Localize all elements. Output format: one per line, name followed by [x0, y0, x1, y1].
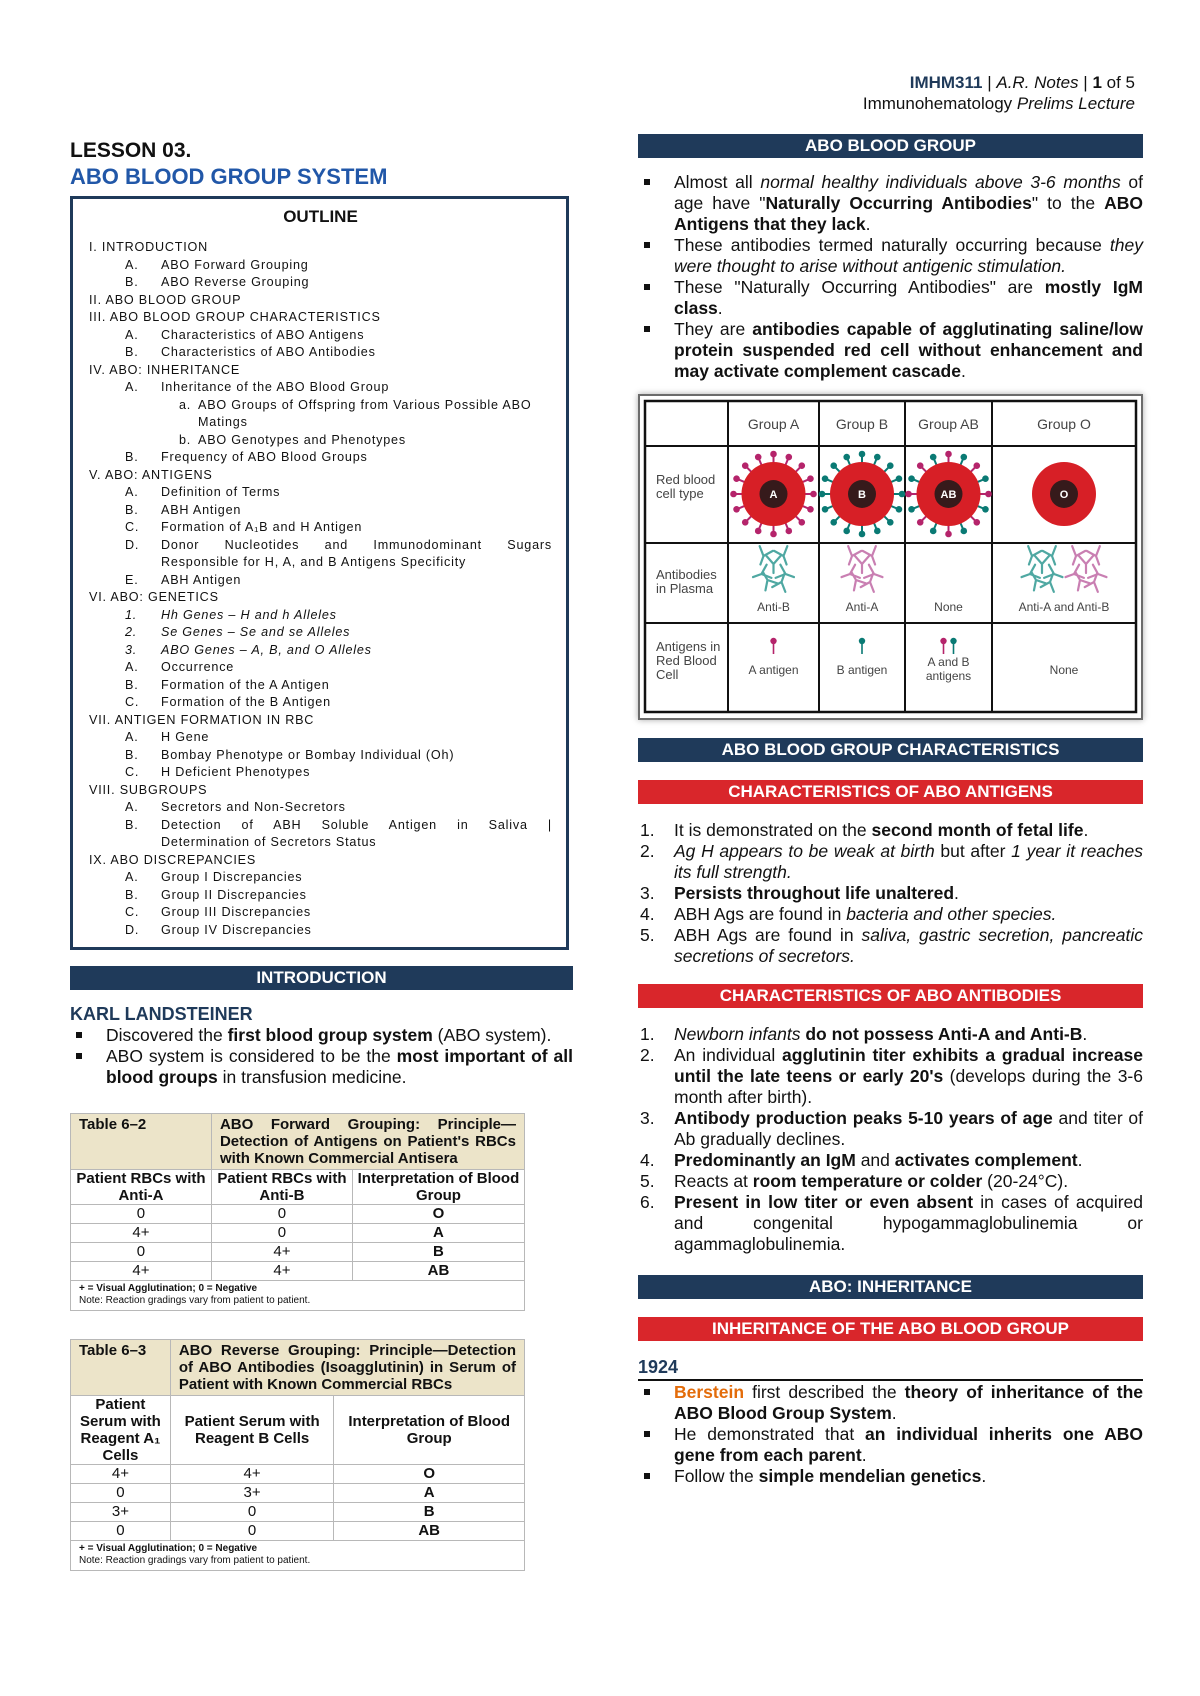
- table-note-row: + = Visual Agglutination; 0 = Negative Note: Reaction gradings vary from patient to patient.: [71, 1281, 525, 1311]
- list-item: They are antibodies capable of agglutinating saline/low protein suspended red cell without enhancement and may activate complement cascade.: [638, 319, 1143, 382]
- sub-bar-antibodies: CHARACTERISTICS OF ABO ANTIBODIES: [638, 984, 1143, 1008]
- outline-item[interactable]: I. INTRODUCTION: [89, 240, 209, 254]
- abo-blood-group-figure: [638, 394, 1143, 720]
- outline-item[interactable]: A. Secretors and Non-Secretors: [125, 800, 346, 814]
- table-label: Table 6–3: [71, 1340, 171, 1396]
- section-bar-abo-blood-group: ABO BLOOD GROUP: [638, 134, 1143, 158]
- list-item: These antibodies termed naturally occurring because they were thought to arise without antigenic stimulation.: [638, 235, 1143, 277]
- outline-list: [89, 239, 552, 939]
- list-item: 1. Newborn infants do not possess Anti-A and Anti-B.: [640, 1024, 1088, 1044]
- outline-item[interactable]: A. H Gene: [125, 730, 210, 744]
- outline-item[interactable]: D. Group IV Discrepancies: [125, 922, 312, 937]
- list-item: Discovered the first blood group system (ABO system).: [70, 1025, 573, 1046]
- list-item: 4. Predominantly an IgM and activates complement.: [640, 1150, 1083, 1170]
- outline-item[interactable]: D. Donor Nucleotides and Immunodominant Sugars Responsible for H, A, and B Antigens Specificity: [125, 537, 552, 569]
- figure-label: A: [769, 489, 778, 501]
- antibody-characteristics-list: [638, 1024, 1143, 1255]
- outline-item[interactable]: A. ABO Forward Grouping: [125, 257, 309, 272]
- list-item: 3. Antibody production peaks 5-10 years of age and titer of Ab gradually declines.: [640, 1108, 1143, 1149]
- outline-box: [70, 196, 569, 950]
- outline-title: OUTLINE: [283, 207, 358, 226]
- antigen-icon: [940, 638, 946, 644]
- list-item: 6. Present in low titer or even absent in cases of acquired and congenital hypogammaglobulinemia or agammaglobulinemia.: [640, 1192, 1143, 1254]
- sub-bar-inheritance: INHERITANCE OF THE ABO BLOOD GROUP: [638, 1317, 1143, 1341]
- table-row: 0 3+ A: [71, 1484, 525, 1503]
- outline-item[interactable]: VIII. SUBGROUPS: [89, 782, 208, 797]
- abo-figure-svg: [640, 396, 1141, 718]
- antigen-icon: [859, 638, 865, 644]
- antigen-icon: [770, 638, 776, 644]
- lesson-number: LESSON 03.: [70, 139, 192, 162]
- page-number: 1: [1092, 73, 1102, 92]
- table-row: 4+ 0 A: [71, 1224, 525, 1243]
- outline-item[interactable]: B. Detection of ABH Soluble Antigen in Saliva | Determination of Secretors Status: [125, 817, 552, 849]
- lesson-title: ABO BLOOD GROUP SYSTEM: [70, 164, 388, 189]
- figure-label: Anti-B: [757, 600, 790, 614]
- table-caption: ABO Reverse Grouping: Principle—Detection of ABO Antibodies (Isoagglutinin) in Serum of Patient with Known Commercial RBCs: [170, 1340, 524, 1396]
- table-header-row: Patient Serum with Reagent A₁ Cells Patient Serum with Reagent B Cells Interpretation of Blood Group: [71, 1396, 525, 1465]
- table-note-row: + = Visual Agglutination; 0 = Negative Note: Reaction gradings vary from patient to patient.: [71, 1541, 525, 1571]
- outline-item[interactable]: V. ABO: ANTIGENS: [89, 467, 213, 482]
- outline-item[interactable]: E. ABH Antigen: [125, 572, 242, 587]
- figure-label: None: [1049, 663, 1079, 677]
- page-header: [863, 72, 1135, 114]
- table-label: Table 6–2: [71, 1114, 212, 1170]
- list-item: 4. ABH Ags are found in bacteria and other species.: [640, 904, 1057, 924]
- figure-label: Red Blood: [656, 653, 717, 668]
- outline-item[interactable]: b. ABO Genotypes and Phenotypes: [179, 432, 406, 447]
- list-item: 1. It is demonstrated on the second month of fetal life.: [640, 820, 1089, 840]
- list-item: Almost all normal healthy individuals above 3-6 months of age have "Naturally Occurring Antibodies" to the ABO Antigens that they lack.: [638, 172, 1143, 235]
- outline-item[interactable]: a. ABO Groups of Offspring from Various Possible ABO Matings: [179, 397, 532, 429]
- antigen-icon: [950, 638, 956, 644]
- outline-item[interactable]: A. Definition of Terms: [125, 485, 281, 499]
- figure-label: O: [1059, 489, 1069, 501]
- left-column: [70, 138, 573, 1571]
- outline-item[interactable]: IV. ABO: INHERITANCE: [89, 362, 241, 377]
- list-item: These "Naturally Occurring Antibodies" are mostly IgM class.: [638, 277, 1143, 319]
- table-caption-row: [71, 1340, 525, 1396]
- header-line-1: IMHM311 | A.R. Notes | 1 of 5: [909, 73, 1135, 92]
- table-row: 0 4+ B: [71, 1243, 525, 1262]
- outline-item[interactable]: 2. Se Genes – Se and se Alleles: [125, 625, 351, 639]
- figure-label: cell type: [656, 486, 704, 501]
- figure-label: AB: [940, 489, 957, 501]
- table-reverse-grouping: [70, 1339, 525, 1571]
- outline-item[interactable]: C. H Deficient Phenotypes: [125, 765, 311, 779]
- outline-item[interactable]: B. Characteristics of ABO Antibodies: [125, 345, 376, 359]
- outline-item[interactable]: C. Formation of the B Antigen: [125, 695, 331, 709]
- table-forward-grouping: [70, 1113, 525, 1311]
- outline-item[interactable]: B. ABH Antigen: [125, 502, 242, 517]
- list-item: 3. Persists throughout life unaltered.: [640, 883, 959, 903]
- figure-label: Antigens in: [656, 639, 721, 654]
- figure-label: A and B: [927, 655, 970, 669]
- karl-landsteiner-heading: KARL LANDSTEINER: [70, 1004, 253, 1024]
- outline-item[interactable]: A. Inheritance of the ABO Blood Group: [125, 380, 390, 394]
- table-row: 0 0 AB: [71, 1522, 525, 1541]
- berstein-name: Berstein: [674, 1382, 745, 1402]
- figure-label: Red blood: [656, 472, 716, 487]
- outline-item[interactable]: VI. ABO: GENETICS: [89, 590, 219, 604]
- list-item: 5. ABH Ags are found in saliva, gastric secretion, pancreatic secretions of secretors.: [640, 925, 1143, 966]
- figure-label: Anti-A: [845, 600, 879, 614]
- table-header-row: Patient RBCs with Anti-A Patient RBCs with Anti-B Interpretation of Blood Group: [71, 1170, 525, 1205]
- outline-item[interactable]: II. ABO BLOOD GROUP: [89, 292, 242, 307]
- outline-item[interactable]: A. Characteristics of ABO Antigens: [125, 327, 365, 342]
- outline-item[interactable]: IX. ABO DISCREPANCIES: [89, 852, 257, 867]
- outline-item[interactable]: III. ABO BLOOD GROUP CHARACTERISTICS: [89, 310, 381, 324]
- inheritance-bullets: [638, 1382, 1143, 1487]
- right-column: [638, 134, 1143, 1487]
- section-bar-inheritance: ABO: INHERITANCE: [638, 1275, 1143, 1299]
- outline-item[interactable]: VII. ANTIGEN FORMATION IN RBC: [89, 712, 315, 727]
- outline-item[interactable]: C. Formation of A₁B and H Antigen: [125, 520, 363, 534]
- list-item: Berstein first described the theory of inheritance of the ABO Blood Group System.: [638, 1382, 1143, 1424]
- section-bar-characteristics: ABO BLOOD GROUP CHARACTERISTICS: [638, 738, 1143, 762]
- figure-label: None: [934, 600, 963, 614]
- course-code: IMHM311: [909, 73, 983, 92]
- figure-label: B antigen: [836, 663, 888, 677]
- outline-item[interactable]: B. Bombay Phenotype or Bombay Individual (Oh): [125, 747, 455, 762]
- figure-label: A antigen: [748, 663, 799, 677]
- figure-label: Group B: [835, 416, 889, 432]
- figure-label: in Plasma: [656, 581, 714, 596]
- outline-item[interactable]: B. Group II Discrepancies: [125, 887, 307, 902]
- outline-item[interactable]: B. Frequency of ABO Blood Groups: [125, 450, 368, 464]
- figure-label: Antibodies: [656, 567, 717, 582]
- figure-label: Group O: [1037, 416, 1091, 432]
- figure-label: Group A: [747, 416, 800, 432]
- figure-label: Group AB: [918, 416, 979, 432]
- table-row: 4+ 4+ AB: [71, 1262, 525, 1281]
- antigen-characteristics-list: [638, 820, 1143, 967]
- section-bar-introduction: INTRODUCTION: [70, 966, 573, 990]
- outline-item[interactable]: B. ABO Reverse Grouping: [125, 275, 310, 289]
- table-caption: ABO Forward Grouping: Principle—Detection of Antigens on Patient's RBCs with Known Commercial Antisera: [211, 1114, 524, 1170]
- outline-item[interactable]: 1. Hh Genes – H and h Alleles: [125, 607, 337, 622]
- table-row: 0 0 O: [71, 1205, 525, 1224]
- sub-bar-antigens: CHARACTERISTICS OF ABO ANTIGENS: [638, 780, 1143, 804]
- table-caption-row: [71, 1114, 525, 1170]
- author-name: A.R. Notes: [996, 73, 1079, 92]
- list-item: 5. Reacts at room temperature or colder (20-24°C).: [640, 1171, 1069, 1191]
- list-item: He demonstrated that an individual inherits one ABO gene from each parent.: [638, 1424, 1143, 1466]
- list-item: 2. Ag H appears to be weak at birth but after 1 year it reaches its full strength.: [640, 841, 1144, 882]
- list-item: Follow the simple mendelian genetics.: [638, 1466, 1143, 1487]
- intro-bullets: [70, 1025, 573, 1088]
- outline-item[interactable]: A. Occurrence: [125, 660, 235, 674]
- figure-label: antigens: [925, 669, 972, 683]
- figure-label: Anti-A and Anti-B: [1018, 600, 1110, 614]
- list-item: 2. An individual agglutinin titer exhibits a gradual increase until the late teens or early 20's (develops during the 3-6 month after birth).: [640, 1045, 1143, 1107]
- header-line-2: Immunohematology Prelims Lecture: [862, 94, 1135, 113]
- figure-label: Cell: [656, 667, 679, 682]
- outline-item[interactable]: C. Group III Discrepancies: [125, 905, 311, 919]
- abo-group-bullets: [638, 172, 1143, 382]
- table-row: 4+ 4+ O: [71, 1465, 525, 1484]
- list-item: ABO system is considered to be the most important of all blood groups in transfusion medicine.: [70, 1046, 573, 1088]
- outline-item[interactable]: B. Formation of the A Antigen: [125, 677, 330, 692]
- table-row: 3+ 0 B: [71, 1503, 525, 1522]
- year-heading: 1924: [638, 1357, 1143, 1381]
- figure-label: B: [858, 489, 866, 501]
- outline-item[interactable]: A. Group I Discrepancies: [125, 870, 303, 884]
- outline-item[interactable]: 3. ABO Genes – A, B, and O Alleles: [125, 642, 372, 657]
